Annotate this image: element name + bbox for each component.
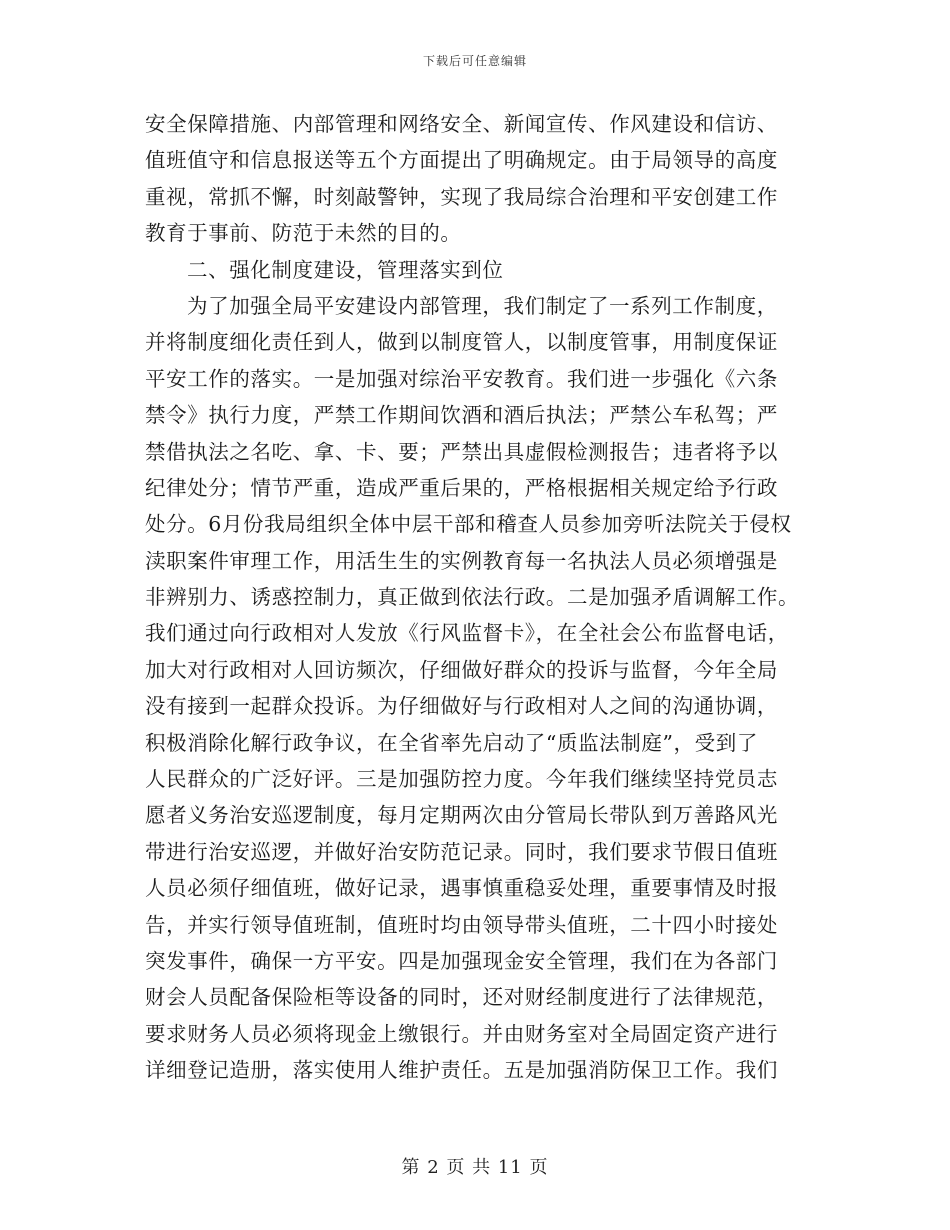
body-line: 加大对行政相对人回访频次，仔细做好群众的投诉与监督，今年全局 — [145, 657, 778, 682]
paragraph-first-line: 为了加强全局平安建设内部管理，我们制定了一系列工作制度， — [187, 293, 778, 318]
document-body — [145, 106, 807, 1089]
body-line: 人民群众的广泛好评。三是加强防控力度。今年我们继续坚持党员志 — [145, 767, 778, 792]
body-line: 处分。6月份我局组织全体中层干部和稽查人员参加旁听法院关于侵权 — [145, 512, 792, 537]
body-line: 人员必须仔细值班，做好记录，遇事慎重稳妥处理，重要事情及时报 — [145, 876, 778, 901]
body-line: 没有接到一起群众投诉。为仔细做好与行政相对人之间的沟通协调， — [145, 694, 778, 719]
body-line: 渎职案件审理工作，用活生生的实例教育每一名执法人员必须增强是 — [145, 548, 778, 573]
page-header: 下载后可任意编辑 — [422, 54, 527, 68]
body-line: 突发事件，确保一方平安。四是加强现金安全管理，我们在为各部门 — [145, 948, 778, 973]
body-line: 财会人员配备保险柜等设备的同时，还对财经制度进行了法律规范， — [145, 985, 778, 1010]
body-line: 积极消除化解行政争议，在全省率先启动了“质监法制庭”，受到了 — [145, 730, 758, 755]
body-line: 教育于事前、防范于未然的目的。 — [145, 221, 462, 246]
body-line: 值班值守和信息报送等五个方面提出了明确规定。由于局领导的高度 — [145, 148, 778, 173]
body-line: 重视，常抓不懈，时刻敲警钟，实现了我局综合治理和平安创建工作 — [145, 184, 778, 209]
body-line: 我们通过向行政相对人发放《行风监督卡》，在全社会公布监督电话， — [145, 621, 789, 646]
body-line: 纪律处分；情节严重，造成严重后果的，严格根据相关规定给予行政 — [145, 475, 778, 500]
body-line: 平安工作的落实。一是加强对综治平安教育。我们进一步强化《六条 — [145, 366, 778, 391]
body-line: 详细登记造册，落实使用人维护责任。五是加强消防保卫工作。我们 — [145, 1058, 778, 1083]
page-footer: 第 2 页 共 11 页 — [401, 1157, 549, 1178]
body-line: 并将制度细化责任到人，做到以制度管人，以制度管事，用制度保证 — [145, 330, 778, 355]
body-line: 愿者义务治安巡逻制度，每月定期两次由分管局长带队到万善路风光 — [145, 803, 778, 828]
body-line: 带进行治安巡逻，并做好治安防范记录。同时，我们要求节假日值班 — [145, 839, 778, 864]
body-line: 要求财务人员必须将现金上缴银行。并由财务室对全局固定资产进行 — [145, 1021, 778, 1046]
body-line: 告，并实行领导值班制，值班时均由领导带头值班，二十四小时接处 — [145, 912, 778, 937]
body-line: 禁借执法之名吃、拿、卡、要；严禁出具虚假检测报告；违者将予以 — [145, 439, 778, 464]
body-line: 非辨别力、诱惑控制力，真正做到依法行政。二是加强矛盾调解工作。 — [145, 585, 800, 610]
section-heading: 二、强化制度建设，管理落实到位 — [187, 257, 504, 282]
body-line: 安全保障措施、内部管理和网络安全、新闻宣传、作风建设和信访、 — [145, 112, 778, 136]
body-line: 禁令》执行力度，严禁工作期间饮酒和酒后执法；严禁公车私驾；严 — [145, 403, 778, 428]
